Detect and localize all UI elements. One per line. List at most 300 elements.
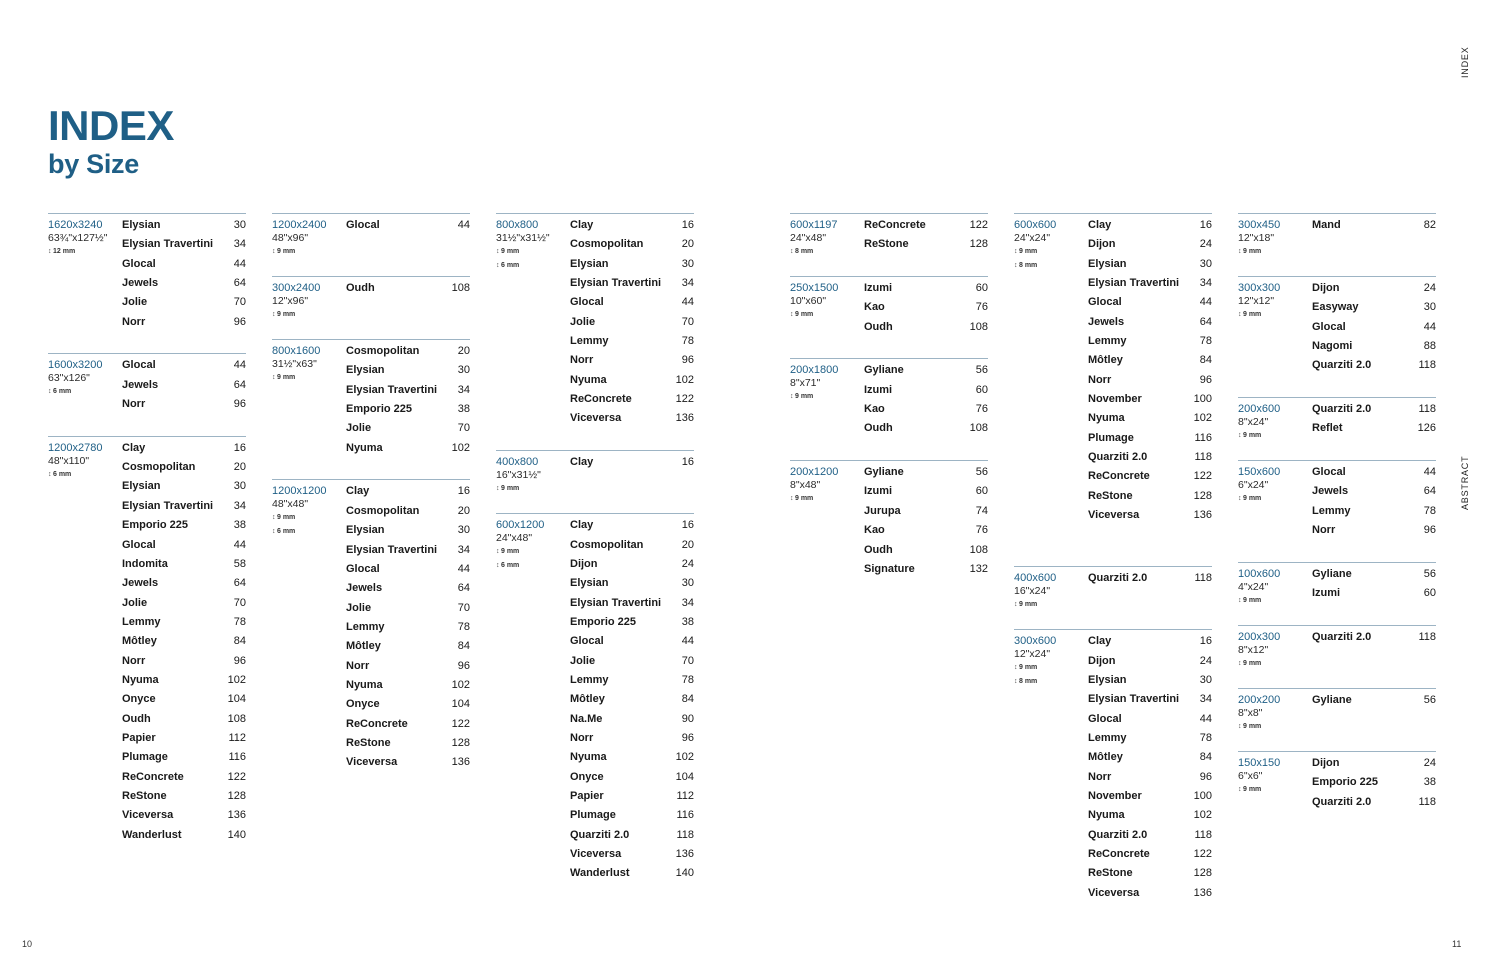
collection-name: ReConcrete [346, 717, 408, 730]
collection-row[interactable] [1312, 504, 1436, 523]
collection-row[interactable] [1312, 484, 1436, 503]
collection-row[interactable] [1312, 300, 1436, 319]
collection-row[interactable] [570, 866, 694, 885]
collection-row[interactable] [122, 276, 246, 295]
size-block [272, 484, 344, 539]
thickness-icon: ↕ [272, 514, 276, 522]
collection-list [1312, 756, 1436, 814]
thickness-value: 9 mm [277, 374, 296, 382]
collection-row[interactable] [1088, 847, 1212, 866]
collection-row[interactable] [1088, 808, 1212, 827]
collection-name: Emporio 225 [346, 403, 413, 416]
collection-row[interactable] [122, 441, 246, 460]
collection-name: Elysian [1088, 257, 1127, 270]
collection-name: Glocal [122, 538, 156, 551]
page-ref: 16 [681, 219, 694, 231]
collection-row[interactable] [1312, 712, 1436, 731]
collection-name: Lemmy [570, 673, 609, 686]
page-ref: 102 [1193, 809, 1212, 822]
size-imperial: 24"x24" [1014, 232, 1051, 244]
collection-row[interactable] [346, 755, 470, 774]
collection-row[interactable] [864, 421, 988, 440]
collection-row[interactable] [1088, 770, 1212, 789]
collection-row[interactable] [570, 276, 694, 295]
collection-row[interactable] [1088, 673, 1212, 692]
collection-row[interactable] [570, 634, 694, 653]
collection-name: Jewels [1088, 315, 1125, 328]
collection-row[interactable] [122, 576, 246, 595]
page-ref: 76 [975, 403, 988, 416]
collection-name: ReConcrete [864, 219, 926, 231]
collection-name: Norr [122, 315, 146, 328]
collection-row[interactable] [122, 315, 246, 334]
page-ref: 96 [233, 654, 246, 667]
page-ref: 96 [681, 354, 694, 367]
page-ref: 84 [457, 640, 470, 653]
page-ref: 108 [969, 320, 988, 333]
collection-row[interactable] [346, 543, 470, 562]
size-metric: 150x600 [1238, 466, 1281, 479]
collection-row[interactable] [1088, 353, 1212, 372]
collection-row[interactable] [1088, 866, 1212, 885]
collection-row[interactable] [1088, 257, 1212, 276]
size-group [790, 358, 988, 440]
collection-row[interactable] [570, 373, 694, 392]
collection-row[interactable] [570, 237, 694, 256]
collection-row[interactable] [864, 383, 988, 402]
page-ref: 122 [451, 717, 470, 730]
collection-row[interactable] [346, 562, 470, 581]
collection-name: Glocal [570, 635, 604, 648]
collection-row[interactable] [346, 736, 470, 755]
collection-row[interactable] [1088, 528, 1212, 547]
page-ref: 102 [451, 678, 470, 691]
collection-row[interactable] [1088, 750, 1212, 769]
collection-row[interactable] [1088, 886, 1212, 905]
collection-row[interactable] [346, 601, 470, 620]
collection-row[interactable] [1312, 421, 1436, 440]
thickness-value: 9 mm [1243, 248, 1262, 255]
collection-row[interactable] [570, 692, 694, 711]
collection-row[interactable] [122, 654, 246, 673]
collection-name: Indomita [122, 557, 168, 570]
collection-row[interactable] [1088, 276, 1212, 295]
thickness-value: 9 mm [501, 485, 520, 493]
size-group [790, 276, 988, 339]
page-ref: 116 [1194, 431, 1212, 444]
thickness [1014, 675, 1086, 689]
collection-row[interactable] [346, 383, 470, 402]
page-ref: 136 [1193, 509, 1212, 522]
collection-row[interactable] [570, 731, 694, 750]
collection-name: Nyuma [346, 441, 383, 454]
collection-row[interactable] [1312, 218, 1436, 237]
collection-row[interactable] [122, 218, 246, 237]
page-ref: 20 [681, 238, 694, 251]
collection-row[interactable] [1312, 649, 1436, 668]
side-tab-index: INDEX [1460, 46, 1470, 78]
collection-row[interactable] [346, 639, 470, 658]
collection-row[interactable] [1312, 339, 1436, 358]
size-metric: 800x1600 [272, 345, 321, 358]
size-block [272, 344, 344, 385]
thickness-icon: ↕ [496, 548, 500, 556]
page-ref: 122 [227, 770, 246, 783]
collection-row[interactable] [346, 620, 470, 639]
collection-row[interactable] [1088, 489, 1212, 508]
collection-row[interactable] [570, 218, 694, 237]
collection-row[interactable] [122, 789, 246, 808]
collection-row[interactable] [346, 421, 470, 440]
collection-row[interactable] [122, 808, 246, 827]
collection-row[interactable] [1312, 567, 1436, 586]
collection-row[interactable] [864, 237, 988, 256]
collection-row[interactable] [1088, 373, 1212, 392]
size-metric: 1600x3200 [48, 359, 103, 372]
collection-row[interactable] [346, 218, 470, 237]
page-ref: 96 [457, 659, 470, 672]
page-ref: 136 [1193, 886, 1212, 899]
collection-list [570, 455, 694, 494]
collection-row[interactable] [1312, 630, 1436, 649]
collection-row[interactable] [864, 363, 988, 382]
collection-row[interactable] [122, 731, 246, 750]
size-imperial: 63"x126" [48, 372, 90, 385]
collection-row[interactable] [864, 300, 988, 319]
collection-row[interactable] [346, 363, 470, 382]
collection-name: Wanderlust [570, 867, 630, 880]
collection-row[interactable] [570, 392, 694, 411]
collection-row[interactable] [1088, 315, 1212, 334]
collection-row[interactable] [346, 484, 470, 503]
thickness [496, 482, 568, 496]
size-group [48, 353, 246, 416]
collection-row[interactable] [864, 523, 988, 542]
collection-name: Norr [1312, 524, 1336, 537]
collection-row[interactable] [570, 770, 694, 789]
collection-row[interactable] [570, 847, 694, 866]
collection-row[interactable] [1088, 712, 1212, 731]
thickness [1238, 308, 1310, 322]
size-imperial: 48"x48" [272, 498, 309, 511]
collection-row[interactable] [570, 538, 694, 557]
thickness-value: 9 mm [1243, 596, 1262, 604]
collection-row[interactable] [1312, 775, 1436, 794]
page-ref: 60 [975, 282, 988, 295]
collection-row[interactable] [1088, 692, 1212, 711]
collection-name: Clay [346, 485, 370, 498]
size-metric: 300x450 [1238, 219, 1281, 231]
collection-row[interactable] [122, 295, 246, 314]
collection-list [1312, 402, 1436, 441]
collection-row[interactable] [570, 712, 694, 731]
collection-row[interactable] [122, 634, 246, 653]
collection-row[interactable] [1088, 591, 1212, 610]
collection-name: Norr [346, 659, 370, 672]
thickness-value: 8 mm [1019, 262, 1038, 269]
size-metric: 250x1500 [790, 282, 839, 295]
collection-row[interactable] [570, 315, 694, 334]
size-metric: 200x200 [1238, 693, 1281, 706]
page-ref: 96 [233, 398, 246, 411]
collection-row[interactable] [1312, 402, 1436, 421]
page-number-right: 11 [1452, 939, 1462, 949]
page-ref: 44 [457, 562, 470, 575]
collection-row[interactable] [570, 789, 694, 808]
page-ref: 70 [233, 296, 246, 309]
collection-name: Cosmopolitan [346, 345, 420, 358]
collection-row[interactable] [570, 353, 694, 372]
collection-row[interactable] [570, 334, 694, 353]
collection-row[interactable] [1088, 828, 1212, 847]
page-ref: 34 [1199, 693, 1212, 706]
collection-row[interactable] [122, 770, 246, 789]
collection-list [346, 281, 470, 320]
collection-row[interactable] [1088, 411, 1212, 430]
collection-row[interactable] [570, 808, 694, 827]
collection-row[interactable] [570, 654, 694, 673]
collection-row[interactable] [122, 237, 246, 256]
page-ref: 44 [681, 296, 694, 309]
collection-row[interactable] [122, 538, 246, 557]
collection-row[interactable] [864, 504, 988, 523]
collection-row[interactable] [346, 504, 470, 523]
size-group [1238, 751, 1436, 814]
thickness-icon: ↕ [790, 248, 794, 255]
collection-row[interactable] [122, 750, 246, 769]
page-ref: 44 [1423, 320, 1436, 333]
collection-row[interactable] [570, 615, 694, 634]
size-group [1238, 213, 1436, 257]
collection-row[interactable] [122, 557, 246, 576]
size-metric: 300x600 [1014, 635, 1057, 648]
collection-row[interactable] [346, 237, 470, 256]
page-ref: 64 [233, 577, 246, 590]
size-block [1238, 402, 1310, 443]
collection-row[interactable] [570, 673, 694, 692]
collection-row[interactable] [1088, 789, 1212, 808]
page-ref: 118 [1194, 451, 1212, 464]
collection-row[interactable] [122, 499, 246, 518]
size-imperial: 24"x48" [496, 532, 533, 545]
page-ref: 20 [457, 345, 470, 358]
collection-row[interactable] [346, 659, 470, 678]
collection-row[interactable] [346, 441, 470, 460]
thickness-icon: ↕ [1238, 785, 1242, 793]
collection-list [122, 441, 246, 847]
collection-row[interactable] [570, 750, 694, 769]
page-ref: 20 [233, 461, 246, 474]
page-ref: 118 [676, 828, 694, 841]
collection-row[interactable] [122, 615, 246, 634]
collection-row[interactable] [570, 295, 694, 314]
collection-row[interactable] [1088, 450, 1212, 469]
collection-row[interactable] [1088, 508, 1212, 527]
thickness-value: 9 mm [795, 311, 814, 319]
collection-row[interactable] [1088, 295, 1212, 314]
collection-row[interactable] [864, 562, 988, 581]
collection-row[interactable] [864, 484, 988, 503]
size-block [48, 358, 120, 399]
collection-row[interactable] [570, 257, 694, 276]
collection-name: Quarziti 2.0 [1312, 795, 1372, 808]
collection-name: Kao [864, 403, 885, 416]
collection-row[interactable] [346, 281, 470, 300]
thickness-icon: ↕ [1238, 311, 1242, 319]
collection-list [122, 358, 246, 416]
collection-row[interactable] [122, 460, 246, 479]
size-imperial: 8"x71" [790, 377, 821, 390]
collection-row[interactable] [122, 692, 246, 711]
collection-row[interactable] [864, 281, 988, 300]
thickness-value: 8 mm [795, 248, 814, 255]
collection-name: ReConcrete [570, 393, 632, 406]
size-metric: 100x600 [1238, 567, 1281, 580]
collection-row[interactable] [122, 358, 246, 377]
page-ref: 122 [1193, 848, 1212, 860]
collection-list [864, 218, 988, 257]
collection-name: Quarziti 2.0 [1312, 359, 1372, 372]
side-tab-abstract: ABSTRACT [1460, 455, 1470, 510]
collection-row[interactable] [864, 320, 988, 339]
collection-name: Elysian Travertini [122, 499, 214, 512]
collection-row[interactable] [1088, 392, 1212, 411]
page-ref: 30 [1423, 301, 1436, 314]
collection-row[interactable] [122, 518, 246, 537]
collection-row[interactable] [346, 697, 470, 716]
collection-list [570, 518, 694, 886]
collection-row[interactable] [122, 828, 246, 847]
collection-row[interactable] [122, 673, 246, 692]
page-ref: 118 [1418, 795, 1436, 808]
thickness [1238, 245, 1310, 259]
collection-row[interactable] [1088, 334, 1212, 353]
collection-row[interactable] [1088, 237, 1212, 256]
collection-name: Papier [570, 789, 604, 802]
collection-row[interactable] [1312, 693, 1436, 712]
collection-row[interactable] [1312, 523, 1436, 542]
collection-name: Quarziti 2.0 [1312, 403, 1372, 416]
collection-row[interactable] [346, 344, 470, 363]
collection-row[interactable] [1088, 654, 1212, 673]
collection-row[interactable] [1088, 469, 1212, 488]
thickness-icon: ↕ [272, 528, 276, 536]
collection-name: Norr [122, 654, 146, 667]
collection-row[interactable] [346, 300, 470, 319]
size-group [1238, 397, 1436, 441]
thickness-icon: ↕ [272, 374, 276, 382]
collection-row[interactable] [1312, 756, 1436, 775]
page-ref: 102 [675, 751, 694, 764]
collection-row[interactable] [864, 543, 988, 562]
page-ref: 64 [1423, 485, 1436, 498]
collection-row[interactable] [1088, 431, 1212, 450]
collection-row[interactable] [1312, 795, 1436, 814]
collection-row[interactable] [570, 518, 694, 537]
collection-row[interactable] [1312, 281, 1436, 300]
thickness-value: 9 mm [1019, 248, 1038, 255]
collection-row[interactable] [570, 576, 694, 595]
size-group [1014, 213, 1212, 547]
size-group [1238, 562, 1436, 606]
collection-row[interactable] [346, 717, 470, 736]
collection-row[interactable] [122, 596, 246, 615]
collection-row[interactable] [1312, 358, 1436, 377]
collection-name: Cosmopolitan [346, 504, 420, 517]
size-metric: 200x600 [1238, 403, 1281, 416]
collection-row[interactable] [1088, 218, 1212, 237]
collection-row[interactable] [1312, 465, 1436, 484]
collection-name: Glocal [122, 257, 156, 270]
collection-name: Elysian [570, 577, 609, 590]
collection-name: Glocal [1088, 712, 1122, 725]
collection-row[interactable] [1088, 731, 1212, 750]
page-ref: 64 [457, 582, 470, 595]
collection-row[interactable] [122, 397, 246, 416]
page-ref: 84 [1199, 751, 1212, 764]
collection-row[interactable] [570, 828, 694, 847]
collection-name: Papier [122, 731, 156, 744]
collection-row[interactable] [570, 557, 694, 576]
size-metric: 600x600 [1014, 219, 1057, 231]
collection-row[interactable] [864, 465, 988, 484]
thickness-icon: ↕ [790, 495, 794, 503]
page-ref: 118 [1418, 359, 1436, 372]
page-ref: 118 [1194, 828, 1212, 841]
page-ref: 84 [233, 635, 246, 648]
thickness-icon: ↕ [48, 388, 52, 396]
collection-row[interactable] [1088, 634, 1212, 653]
collection-row[interactable] [346, 678, 470, 697]
collection-row[interactable] [570, 596, 694, 615]
thickness-icon: ↕ [48, 248, 52, 255]
page-ref: 118 [1418, 403, 1436, 416]
collection-name: Viceversa [346, 756, 398, 769]
thickness [790, 390, 862, 404]
collection-row[interactable] [346, 523, 470, 542]
collection-name: Izumi [1312, 587, 1341, 600]
collection-row[interactable] [1312, 237, 1436, 256]
thickness-value: 6 mm [53, 388, 72, 396]
collection-name: Nyuma [570, 373, 607, 386]
size-group [496, 450, 694, 494]
thickness [272, 525, 344, 539]
collection-row[interactable] [346, 581, 470, 600]
size-imperial: 6"x24" [1238, 479, 1269, 492]
thickness [1238, 657, 1310, 671]
collection-row[interactable] [1312, 320, 1436, 339]
collection-row[interactable] [1088, 571, 1212, 590]
collection-name: Onyce [570, 770, 604, 783]
collection-row[interactable] [1312, 586, 1436, 605]
collection-row[interactable] [122, 257, 246, 276]
collection-row[interactable] [570, 474, 694, 493]
collection-row[interactable] [122, 712, 246, 731]
collection-row[interactable] [864, 218, 988, 237]
collection-name: Izumi [864, 383, 893, 396]
collection-row[interactable] [570, 411, 694, 430]
collection-row[interactable] [570, 455, 694, 474]
collection-name: Oudh [864, 320, 893, 333]
collection-row[interactable] [122, 479, 246, 498]
collection-row[interactable] [864, 402, 988, 421]
page-ref: 30 [1199, 257, 1212, 270]
collection-name: Emporio 225 [570, 615, 637, 628]
collection-row[interactable] [122, 378, 246, 397]
collection-name: Gyliane [1312, 567, 1352, 580]
page-ref: 30 [457, 364, 470, 377]
collection-row[interactable] [346, 402, 470, 421]
